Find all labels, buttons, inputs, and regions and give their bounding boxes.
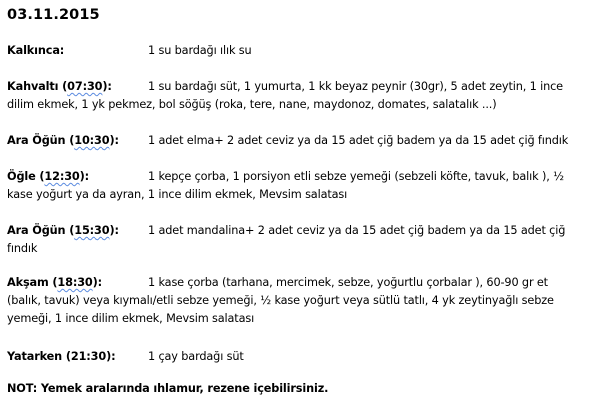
- meal-description-line: dilim ekmek, 1 yk pekmez, bol söğüş (roka, tere, nane, maydonoz, domates, salatalık ...): [7, 98, 497, 111]
- meal-entry-lunch: [7, 168, 589, 204]
- meal-description-line: 1 su bardağı süt, 1 yumurta, 1 kk beyaz peynir (30gr), 5 adet zeytin, 1 ince: [148, 80, 563, 93]
- meal-description-line: 1 çay bardağı süt: [148, 350, 244, 363]
- document-date: 03.11.2015: [7, 7, 100, 23]
- meal-entry-snack-afternoon: [7, 222, 589, 258]
- meal-entry-dinner: [7, 274, 589, 328]
- meal-entry-wakeup: [7, 42, 589, 60]
- meal-description-line: 1 adet mandalina+ 2 adet ceviz ya da 15 adet çiğ badem ya da 15 adet çiğ: [148, 224, 566, 237]
- meal-entry-bedtime: [7, 348, 589, 366]
- meal-description-line: 1 adet elma+ 2 adet ceviz ya da 15 adet çiğ badem ya da 15 adet çiğ fındık: [148, 134, 569, 147]
- meal-label: Yatarken (21:30):: [7, 350, 116, 363]
- meal-label: Kalkınca:: [7, 44, 65, 57]
- meal-description-line: 1 kase çorba (tarhana, mercimek, sebze, yoğurtlu çorbalar ), 60-90 gr et: [148, 276, 548, 289]
- meal-label: Akşam (18:30):: [7, 276, 103, 289]
- meal-label: Öğle (12:30):: [7, 170, 90, 183]
- meal-description-line: fındık: [7, 242, 38, 255]
- meal-label: Ara Öğün (10:30):: [7, 134, 119, 147]
- meal-description-line: (balık, tavuk) veya kıymalı/etli sebze yemeği, ½ kase yoğurt veya sütlü tatlı, 4 yk zeytinyağlı sebze: [7, 294, 554, 307]
- meal-entry-breakfast: [7, 78, 589, 114]
- meal-description-line: yemeği, 1 ince dilim ekmek, Mevsim salatası: [7, 312, 255, 325]
- meal-description-line: 1 su bardağı ılık su: [148, 44, 252, 57]
- meal-label: Ara Öğün (15:30):: [7, 224, 119, 237]
- meal-label: Kahvaltı (07:30):: [7, 80, 112, 93]
- meal-description-line: 1 kepçe çorba, 1 porsiyon etli sebze yemeği (sebzeli köfte, tavuk, balık ), ½: [148, 170, 564, 183]
- meal-description-line: kase yoğurt ya da ayran, 1 ince dilim ekmek, Mevsim salatası: [7, 188, 348, 201]
- document-note: NOT: Yemek aralarında ıhlamur, rezene içebilirsiniz.: [7, 382, 329, 395]
- meal-entry-snack-morning: [7, 132, 589, 150]
